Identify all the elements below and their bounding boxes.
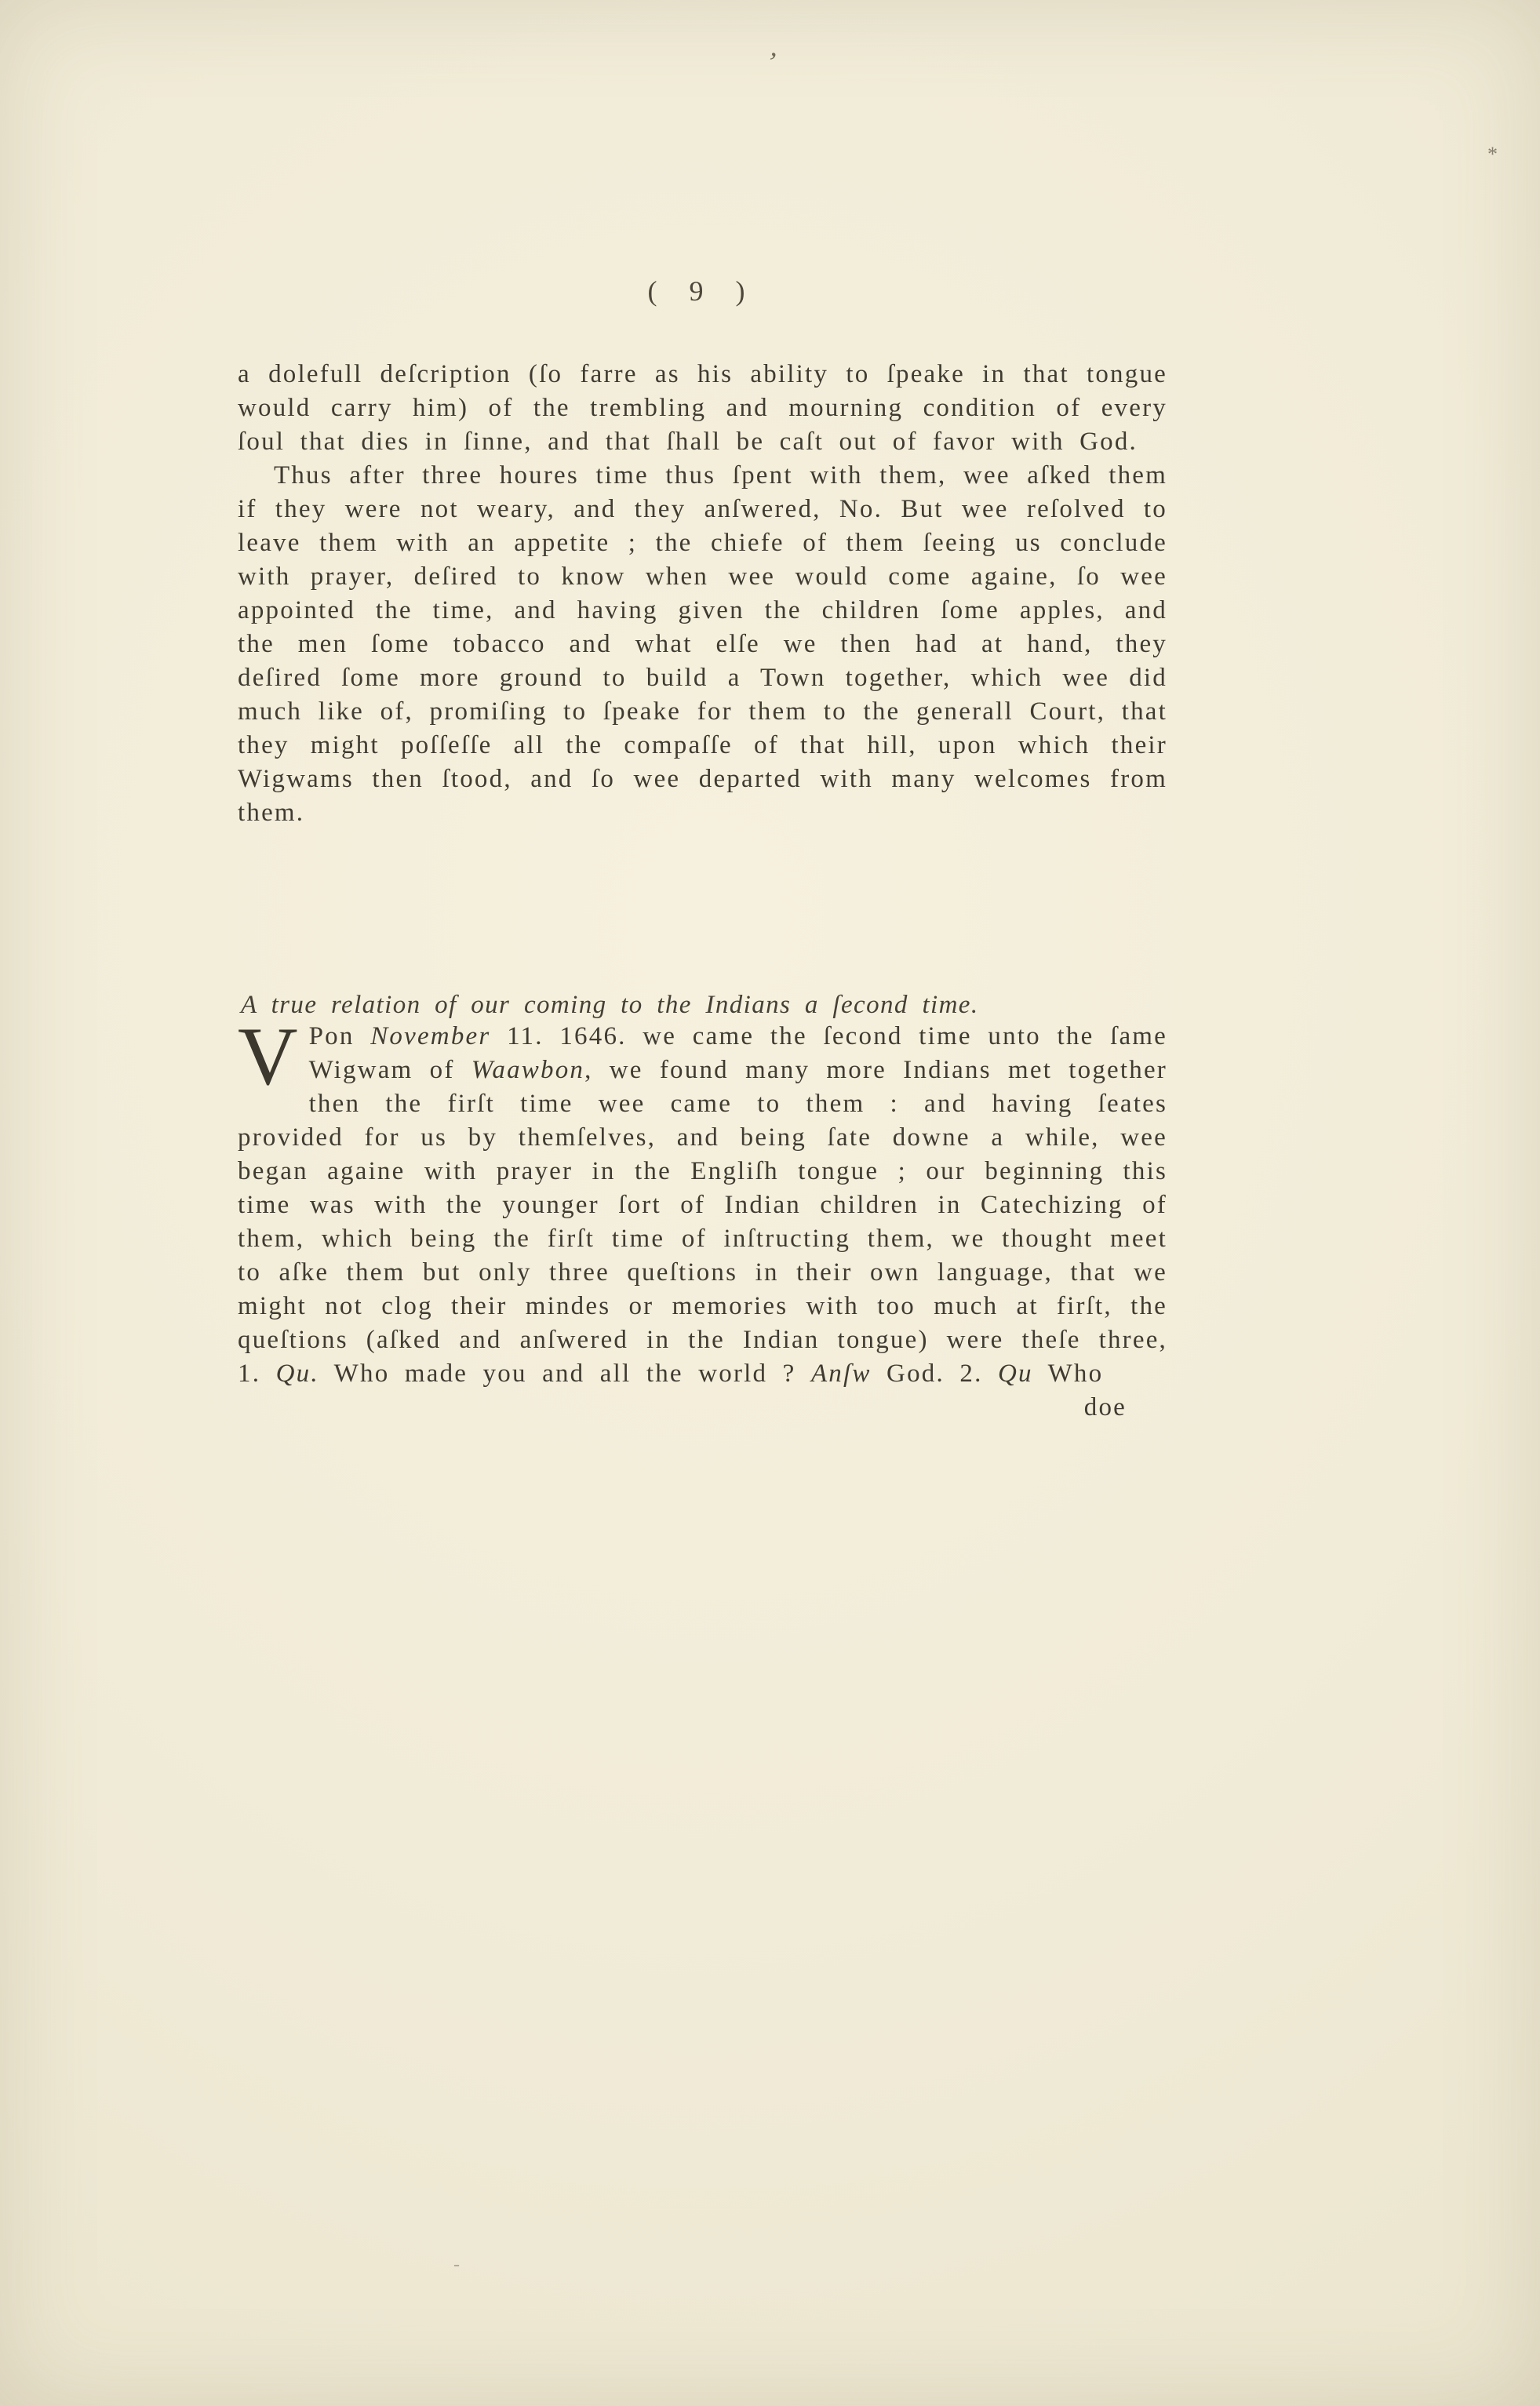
text-segment-italic: Qu. bbox=[275, 1360, 319, 1388]
scan-speck-top: ’ bbox=[763, 45, 781, 78]
section-heading: A true relation of our coming to the Indians a ſecond time. bbox=[241, 991, 979, 1019]
text-segment: , we found many more Indians met together then the firſt time wee came to them : and having ſeates provided for us by themſelves, and being ſate downe a while, wee began againe with prayer in the Engliſh tongue ; our beginning this time was with the younger ſort of Indian children in Catechizing of them, which being the firſt time of inſtructing them, we thought meet to aſke them but only three queſtions in their own language, that we might not clog their mindes or memories with too much at firſt, the queſtions (aſked and anſwered in the Indian tongue) were theſe three, 1. bbox=[238, 1056, 1167, 1388]
text-segment: Who made you and all the world ? bbox=[319, 1360, 811, 1388]
page-number: ( 9 ) bbox=[647, 275, 758, 307]
text-block bbox=[238, 275, 1167, 1425]
dropcap-paragraph bbox=[238, 1010, 1168, 1391]
text-segment-italic: Anſw bbox=[810, 1360, 872, 1388]
drop-cap: V bbox=[238, 1010, 298, 1102]
scan-speck-bottom: - bbox=[453, 2255, 460, 2275]
text-segment-italic: Waawbon bbox=[471, 1056, 585, 1084]
paragraph-continuation: a dolefull deſcription (ſo farre as his ability to ſpeake in that tongue would carry him) of the trembling and mourning condition of every ſoul that dies in ſinne, and that ſhall be caſt out of favor with God. bbox=[238, 360, 1167, 456]
text-segment: Pon bbox=[308, 1022, 371, 1050]
paragraph-second-visit-summary: Thus after three houres time thus ſpent with them, wee aſked them if they were not weary, and they anſwered, No. But wee reſolved to leave them with an appetite ; the chiefe of them ſeeing us conclude with prayer, deſired to know when wee would come againe, ſo wee appointed the time, and having given the children ſome apples, and the men ſome tobacco and what elſe we then had at hand, they deſired ſome more ground to build a Town together, which wee did much like of, promiſing to ſpeake for them to the generall Court, that they might poſſeſſe all the compaſſe of that hill, upon which their Wigwams then ſtood, and ſo wee departed with many welcomes from them. bbox=[238, 461, 1167, 827]
text-segment: Who bbox=[1032, 1360, 1104, 1388]
text-segment-italic: November bbox=[370, 1022, 491, 1050]
catchword: doe bbox=[1083, 1393, 1127, 1421]
text-segment: 11. 1646. we came the ſecond time unto the ſame Wigwam of bbox=[308, 1022, 1168, 1084]
scan-speck-right: * bbox=[1487, 143, 1498, 166]
text-segment-italic: Qu bbox=[997, 1360, 1033, 1388]
text-segment: God. 2. bbox=[871, 1360, 998, 1388]
